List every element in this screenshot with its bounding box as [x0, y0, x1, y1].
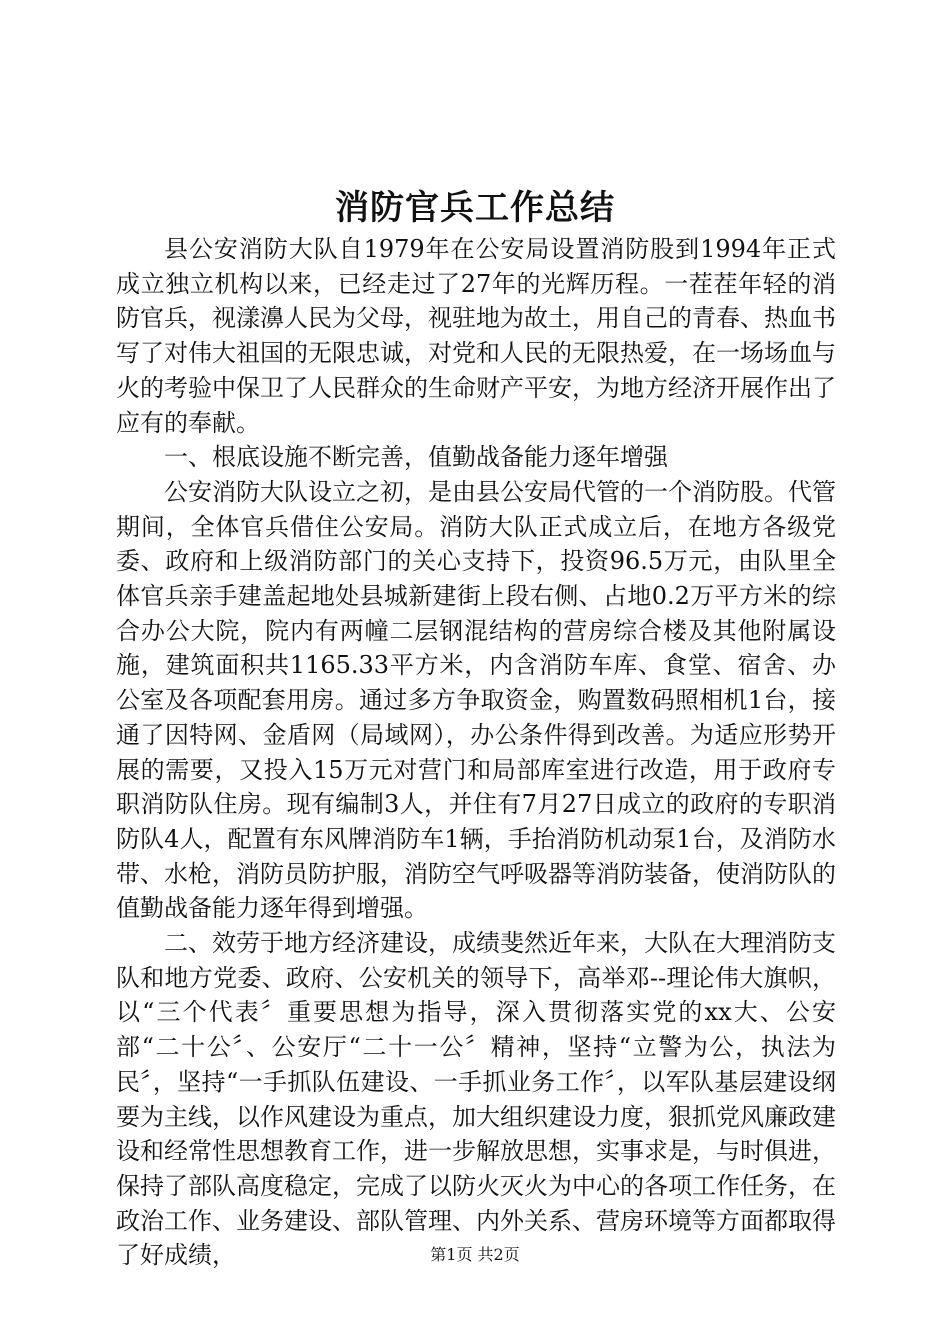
section-heading-1: 一、根底设施不断完善，值勤战备能力逐年增强 [164, 443, 668, 472]
document-body [116, 232, 836, 1273]
page-footer: 第1页 共2页 [430, 1245, 520, 1264]
paragraph-intro: 县公安消防大队自1979年在公安局设置消防股到1994年正式成立独立机构以来，已经走过了27年的光辉历程。一茬茬年轻的消防官兵，视漾濞人民为父母，视驻地为故土，用自己的青春、热血书写了对伟大祖国的无限忠诚，对党和人民的无限热爱，在一场场血与火的考验中保卫了人民群众的生命财产平安，为地方经济开展作出了应有的奉献。 [116, 235, 836, 437]
document-title: 消防官兵工作总结 [335, 188, 615, 228]
paragraph-service: 二、效劳于地方经济建设，成绩斐然近年来，大队在大理消防支队和地方党委、政府、公安机关的领导下，高举邓--理论伟大旗帜，以“三个代表〞重要思想为指导，深入贯彻落实党的xx大、公安部“二十公〞、公安厅“二十一公〞精神，坚持“立警为公，执法为民〞，坚持“一手抓队伍建设、一手抓业务工作〞，以军队基层建设纲要为主线，以作风建设为重点，加大组织建设力度，狠抓党风廉政建设和经常性思想教育工作，进一步解放思想，实事求是，与时俱进，保持了部队高度稳定，完成了以防火灭火为中心的各项工作任务，在政治工作、业务建设、部队管理、内外关系、营房环境等方面都取得了好成绩， [116, 929, 836, 1270]
paragraph-infrastructure: 公安消防大队设立之初，是由县公安局代管的一个消防股。代管期间，全体官兵借住公安局。消防大队正式成立后，在地方各级党委、政府和上级消防部门的关心支持下，投资96.5万元，由队里全体官兵亲手建盖起地处县城新建街上段右侧、占地0.2万平方米的综合办公大院，院内有两幢二层钢混结构的营房综合楼及其他附属设施，建筑面积共1165.33平方米，内含消防车库、食堂、宿舍、办公室及各项配套用房。通过多方争取资金，购置数码照相机1台，接通了因特网、金盾网（局域网），办公条件得到改善。为适应形势开展的需要，又投入15万元对营门和局部库室进行改造，用于政府专职消防队住房。现有编制3人，并住有7月27日成立的政府的专职消防队4人，配置有东风牌消防车1辆，手抬消防机动泵1台，及消防水带、水枪，消防员防护服，消防空气呼吸器等消防装备，使消防队的值勤战备能力逐年得到增强。 [116, 477, 836, 923]
